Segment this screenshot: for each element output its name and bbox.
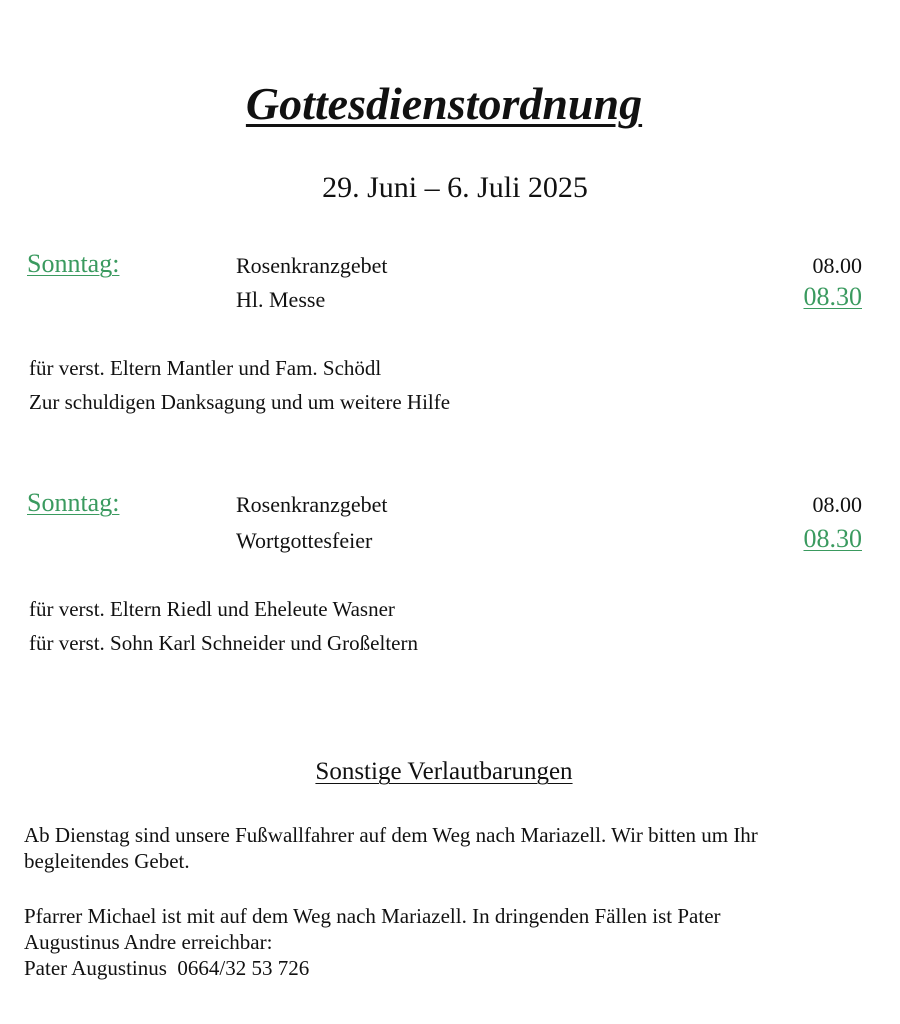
intention-2-2: für verst. Sohn Karl Schneider und Großeltern <box>29 631 418 655</box>
service-name-1-1: Rosenkranzgebet <box>236 253 388 278</box>
announcement-2-line-3: Pater Augustinus 0664/32 53 726 <box>24 956 310 980</box>
announcements-heading: Sonstige Verlautbarungen <box>315 758 573 785</box>
service-time-1-2: 08.30 <box>803 282 862 311</box>
day-label-1: Sonntag: <box>27 249 120 278</box>
service-time-1-1: 08.00 <box>812 253 862 278</box>
announcement-2-line-1: Pfarrer Michael ist mit auf dem Weg nach Mariazell. In dringenden Fällen ist Pater <box>24 904 721 928</box>
service-time-2-1: 08.00 <box>812 492 862 517</box>
intention-2-1: für verst. Eltern Riedl und Eheleute Wasner <box>29 597 395 621</box>
announcement-2-line-2: Augustinus Andre erreichbar: <box>24 930 273 954</box>
announcement-paragraph-2 <box>24 903 874 981</box>
date-range: 29. Juni – 6. Juli 2025 <box>322 171 588 204</box>
announcement-paragraph-1 <box>24 822 874 874</box>
service-name-2-2: Wortgottesfeier <box>236 528 373 553</box>
service-name-2-1: Rosenkranzgebet <box>236 492 388 517</box>
announcement-1-line-2: begleitendes Gebet. <box>24 849 190 873</box>
announcement-1-line-1: Ab Dienstag sind unsere Fußwallfahrer auf dem Weg nach Mariazell. Wir bitten um Ihr <box>24 823 758 847</box>
page-title: Gottesdienstordnung <box>245 78 643 129</box>
service-time-2-2: 08.30 <box>803 524 862 553</box>
service-name-1-2: Hl. Messe <box>236 287 326 312</box>
intention-1-2: Zur schuldigen Danksagung und um weitere Hilfe <box>29 390 451 414</box>
intention-1-1: für verst. Eltern Mantler und Fam. Schödl <box>29 356 382 380</box>
day-label-2: Sonntag: <box>27 488 120 517</box>
